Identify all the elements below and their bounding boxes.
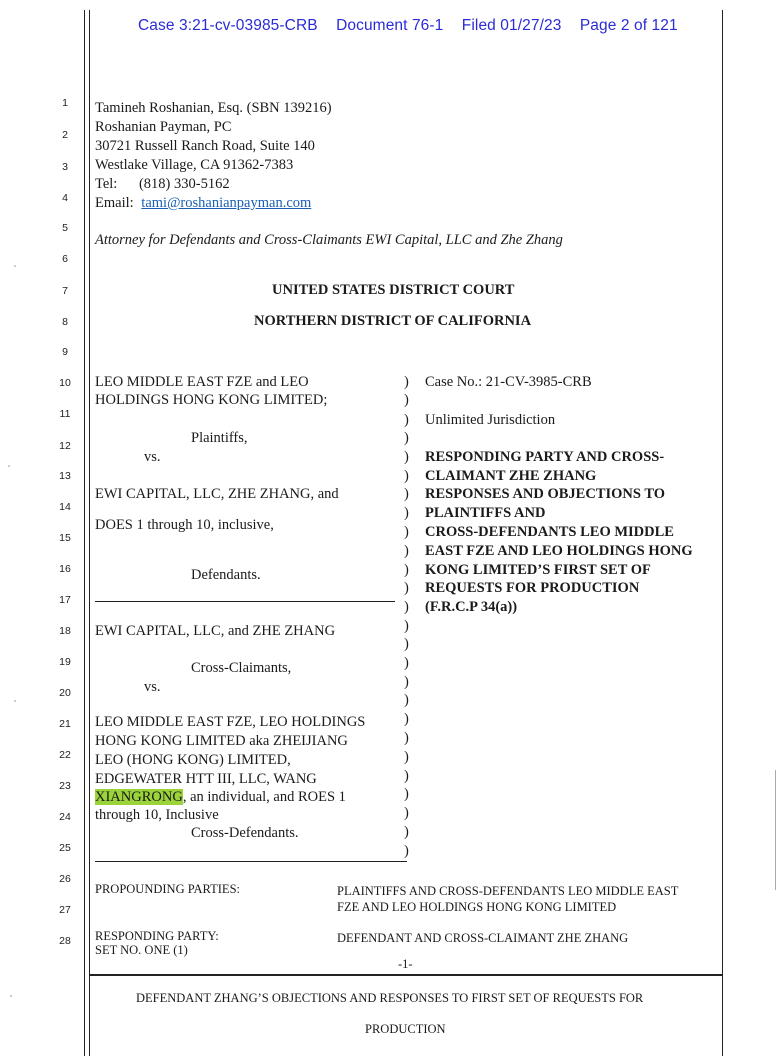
line-number: 10 [59,377,71,389]
line-number: 26 [59,873,71,885]
line-number: 28 [59,935,71,947]
caption-divider-1 [95,601,395,602]
attorney-city: Westlake Village, CA 91362-7383 [95,157,294,173]
cross-defendants-line-1: LEO MIDDLE EAST FZE, LEO HOLDINGS [95,714,366,730]
cross-defendants-line-3: LEO (HONG KONG) LIMITED, [95,752,291,768]
line-number: 21 [59,718,71,730]
cross-defendants-line-5 [95,789,346,806]
line-number: 12 [59,440,71,452]
case-number: Case No.: 21-CV-3985-CRB [425,374,592,390]
attorney-street: 30721 Russell Ranch Road, Suite 140 [95,138,315,154]
attorney-phone [95,176,230,193]
line-number: 22 [59,749,71,761]
line-number: 3 [62,161,68,173]
court-name: UNITED STATES DISTRICT COURT [272,282,515,298]
document-title-line: CLAIMANT ZHE ZHANG [425,468,597,484]
propounding-value-2: FZE AND LEO HOLDINGS HONG KONG LIMITED [337,900,617,914]
line-number: 1 [62,97,68,109]
line-number: 16 [59,563,71,575]
document-title-line: REQUESTS FOR PRODUCTION [425,580,640,596]
line-number: 6 [62,253,68,265]
line-number: 8 [62,316,68,328]
email-label: Email: [95,195,134,211]
cross-defendants-line-6: through 10, Inclusive [95,807,219,823]
cross-claimants-label: Cross-Claimants, [191,660,292,676]
tel-label: Tel: [95,176,118,192]
line-number: 5 [62,222,68,234]
header-filed-date: Filed 01/27/23 [461,17,562,34]
propounding-value-1: PLAINTIFFS AND CROSS-DEFENDANTS LEO MIDDLE EAST [337,884,679,898]
header-page: Page 2 of 121 [579,17,678,34]
vs-label-1: vs. [144,449,161,465]
document-title-line: CROSS-DEFENDANTS LEO MIDDLE [425,524,674,540]
plaintiffs-line-2: HOLDINGS HONG KONG LIMITED; [95,392,328,408]
document-title-line: RESPONDING PARTY AND CROSS- [425,449,665,465]
defendants-line-2: DOES 1 through 10, inclusive, [95,517,274,533]
line-number: 15 [59,532,71,544]
document-title-line: KONG LIMITED’S FIRST SET OF [425,562,651,578]
cross-defendants-line-4: EDGEWATER HTT III, LLC, WANG [95,771,317,787]
line-number: 4 [62,192,68,204]
page-number: -1- [398,957,413,971]
attorney-firm: Roshanian Payman, PC [95,119,232,135]
line-number: 7 [62,285,68,297]
document-title-line: (F.R.C.P 34(a)) [425,599,518,615]
line-number: 2 [62,129,68,141]
line-number: 17 [59,594,71,606]
line-number: 19 [59,656,71,668]
court-district: NORTHERN DISTRICT OF CALIFORNIA [254,313,532,329]
jurisdiction: Unlimited Jurisdiction [425,412,556,428]
cross-defendants-label: Cross-Defendants. [191,825,299,841]
attorney-representation: Attorney for Defendants and Cross-Claimants EWI Capital, LLC and Zhe Zhang [95,232,563,248]
attorney-name: Tamineh Roshanian, Esq. (SBN 139216) [95,100,332,116]
header-case-number: Case 3:21-cv-03985-CRB [138,17,318,34]
cross-claimants: EWI CAPITAL, LLC, and ZHE ZHANG [95,623,336,639]
email-link[interactable]: tami@roshanianpayman.com [141,195,312,211]
defendants-line-1: EWI CAPITAL, LLC, ZHE ZHANG, and [95,486,339,502]
defendants-label: Defendants. [191,567,261,583]
cross-defendants-line-2: HONG KONG LIMITED aka ZHEIJIANG [95,733,348,749]
line-number: 23 [59,780,71,792]
right-margin-line [722,10,723,1056]
footer-title-line-1: DEFENDANT ZHANG’S OBJECTIONS AND RESPONSES TO FIRST SET OF REQUESTS FOR [136,991,644,1005]
header-document: Document 76-1 [336,17,444,34]
document-title-line: EAST FZE AND LEO HOLDINGS HONG [425,543,693,559]
document-title-line: PLAINTIFFS AND [425,505,546,521]
left-margin-line-inner [89,10,90,1056]
line-number: 14 [59,501,71,513]
footer-rule [89,974,722,976]
cross-defendants-line-5-rest: , an individual, and ROES 1 [182,789,346,805]
responding-value: DEFENDANT AND CROSS-CLAIMANT ZHE ZHANG [337,931,629,945]
plaintiffs-line-1: LEO MIDDLE EAST FZE and LEO [95,374,309,390]
footer-title-line-2: PRODUCTION [365,1022,446,1036]
highlighted-name: XIANGRONG [95,789,183,805]
line-number: 9 [62,346,68,358]
attorney-email-row [95,195,311,212]
set-number: SET NO. ONE (1) [95,943,188,957]
vs-label-2: vs. [144,679,161,695]
caption-divider-2 [95,861,407,862]
left-margin-line-outer [84,10,85,1056]
right-edge-mark [775,770,776,890]
responding-label: RESPONDING PARTY: [95,929,219,943]
line-number: 11 [59,408,71,420]
line-number: 25 [59,842,71,854]
line-number: 27 [59,904,71,916]
propounding-label: PROPOUNDING PARTIES: [95,882,240,896]
line-number: 18 [59,625,71,637]
filing-header [138,17,692,35]
line-number: 24 [59,811,71,823]
document-title-line: RESPONSES AND OBJECTIONS TO [425,486,666,502]
line-number: 20 [59,687,71,699]
plaintiffs-label: Plaintiffs, [191,430,248,446]
tel-number: (818) 330-5162 [138,176,230,192]
line-number: 13 [59,470,71,482]
